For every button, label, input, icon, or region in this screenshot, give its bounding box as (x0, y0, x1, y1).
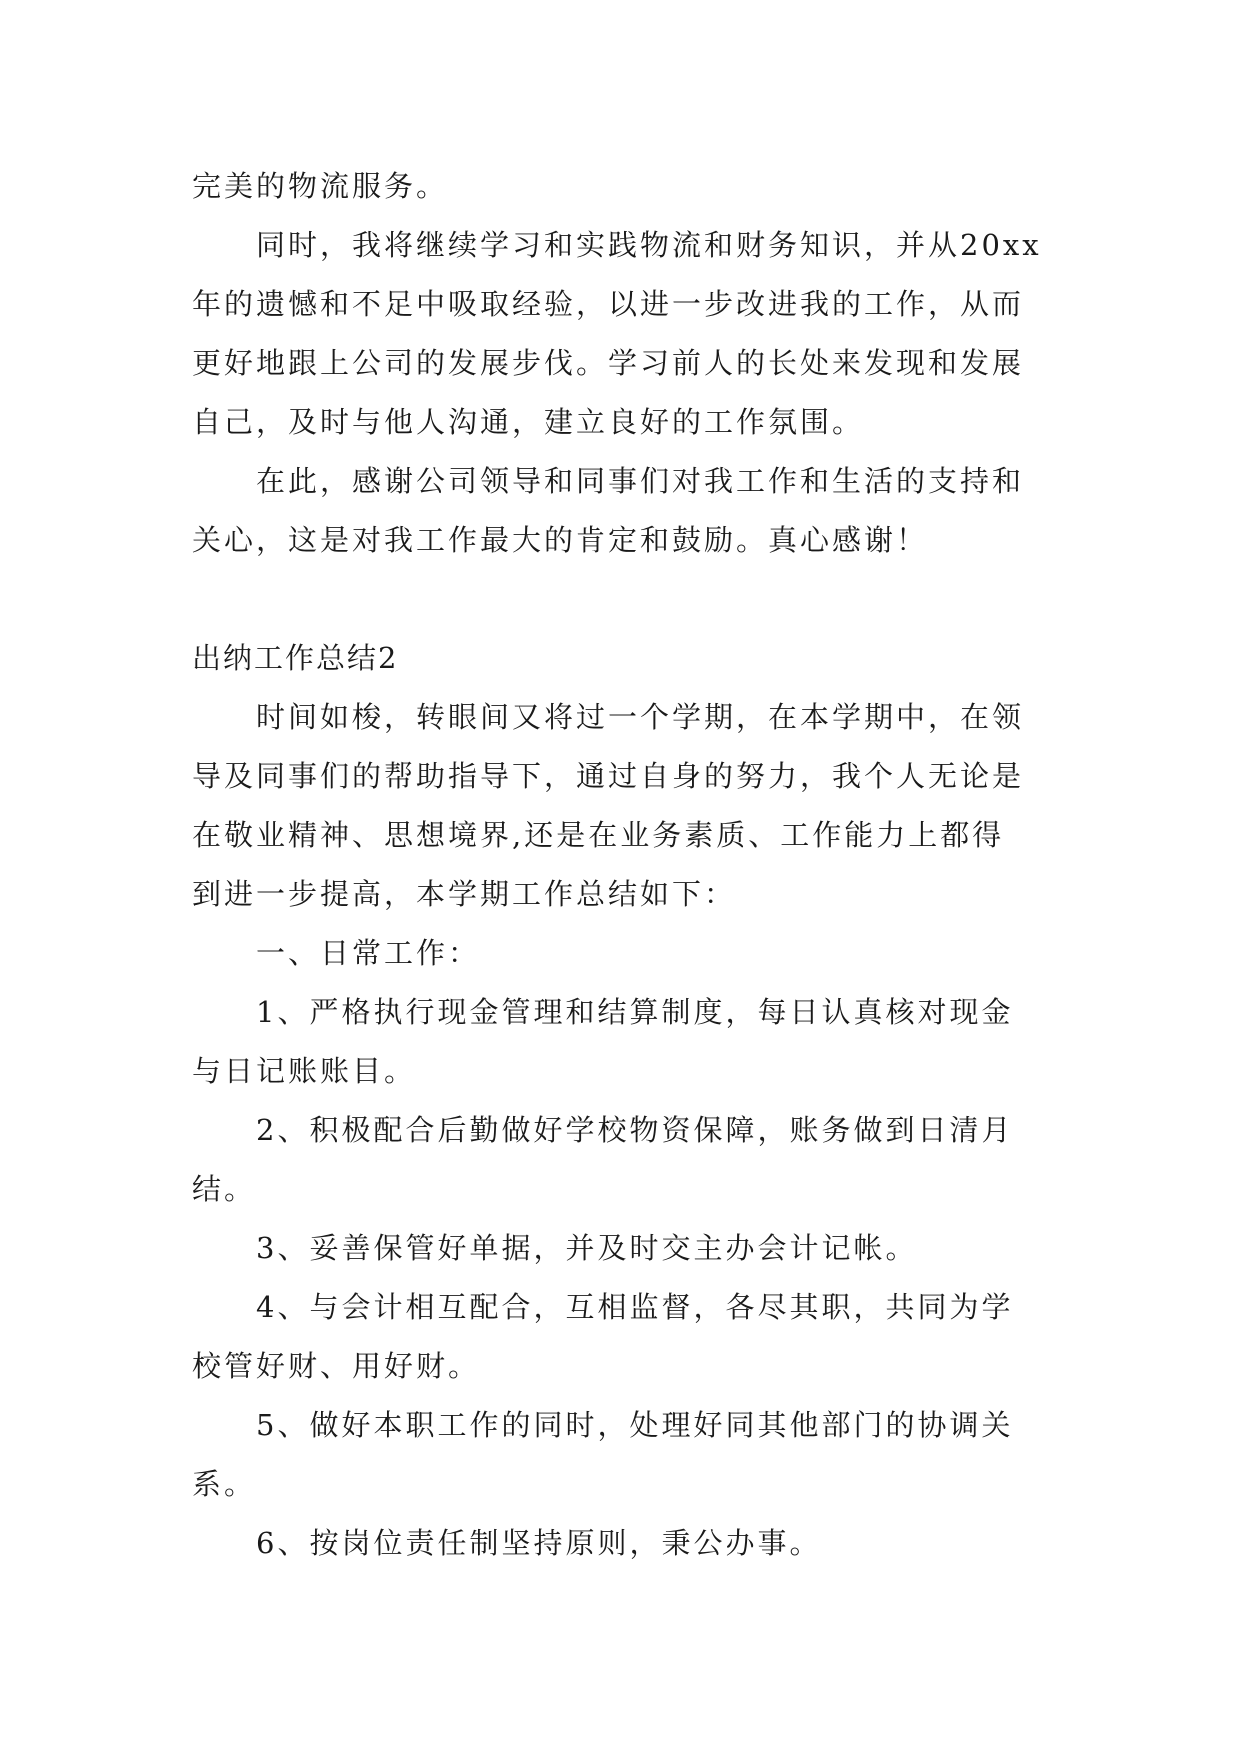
list-item-continuation: 校管好财、用好财。 (192, 1349, 481, 1383)
body-text-line: 在此，感谢公司领导和同事们对我工作和生活的支持和 (256, 464, 1025, 498)
list-item-continuation: 结。 (192, 1172, 257, 1206)
body-text-line: 年的遗憾和不足中吸取经验，以进一步改进我的工作，从而 (192, 287, 1025, 321)
list-item: 2、积极配合后勤做好学校物资保障，账务做到日清月 (256, 1113, 1014, 1147)
body-text-line: 完美的物流服务。 (192, 169, 449, 203)
body-text-line: 到进一步提高，本学期工作总结如下： (192, 877, 737, 911)
body-text-line: 一、日常工作： (256, 936, 481, 970)
body-text-line: 更好地跟上公司的发展步伐。学习前人的长处来发现和发展 (192, 346, 1025, 380)
list-item: 4、与会计相互配合，互相监督，各尽其职，共同为学 (256, 1290, 1014, 1324)
list-item-continuation: 与日记账账目。 (192, 1054, 417, 1088)
body-text-line: 同时，我将继续学习和实践物流和财务知识，并从20xx (256, 228, 1042, 262)
body-text-line: 在敬业精神、思想境界,还是在业务素质、工作能力上都得 (192, 818, 1005, 852)
list-item-continuation: 系。 (192, 1467, 257, 1501)
body-text-line: 导及同事们的帮助指导下，通过自身的努力，我个人无论是 (192, 759, 1025, 793)
body-text-line: 时间如梭，转眼间又将过一个学期，在本学期中，在领 (256, 700, 1025, 734)
body-text-line: 自己，及时与他人沟通，建立良好的工作氛围。 (192, 405, 865, 439)
list-item: 3、妥善保管好单据，并及时交主办会计记帐。 (256, 1231, 918, 1265)
list-item: 6、按岗位责任制坚持原则，秉公办事。 (256, 1526, 822, 1560)
list-item: 5、做好本职工作的同时，处理好同其他部门的协调关 (256, 1408, 1014, 1442)
body-text-line: 关心，这是对我工作最大的肯定和鼓励。真心感谢！ (192, 523, 929, 557)
section-heading: 出纳工作总结2 (192, 641, 399, 675)
list-item: 1、严格执行现金管理和结算制度，每日认真核对现金 (256, 995, 1014, 1029)
